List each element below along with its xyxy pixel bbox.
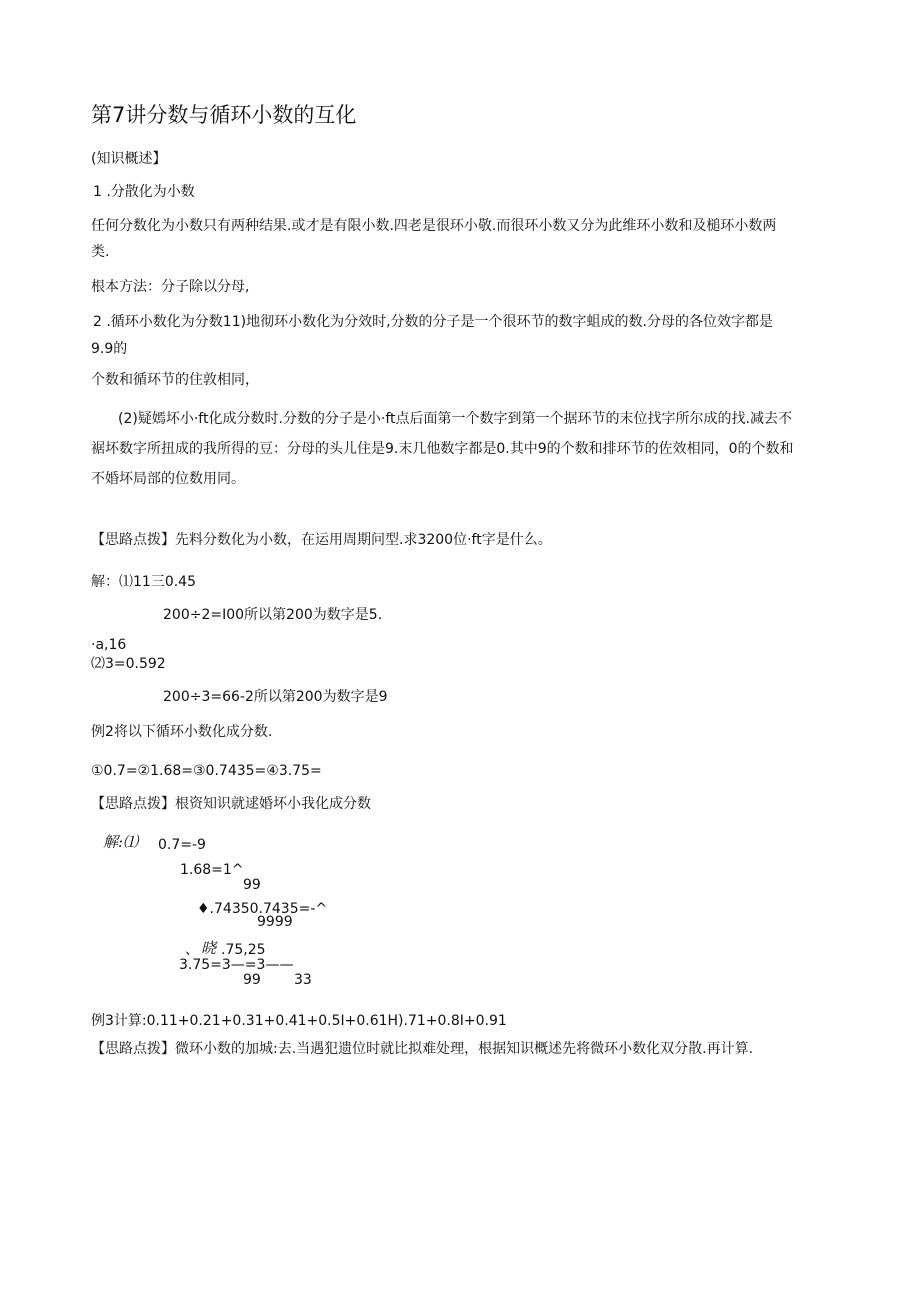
example-3-hint: 【思路点拨】微环小数的加城:去.当遇犯遗位时就比拟难处理，根据知识概述先将微环小数化双分散.再计算.	[91, 1041, 754, 1057]
section-2-line: 2 .循环小数化为分数11)地彻环小数化为分效时,分数的分子是一个很环节的数字蛆成的数.分母的各位效字都是	[93, 314, 773, 330]
method-text: 根本方法：分子除以分母,	[91, 279, 250, 295]
section-2-paragraph-line: 裾坏数字所扭成的我所得的豆：分母的头儿住是9.末几他数字都是0.其中9的个数和排环节的佐效相同，0的个数和	[91, 441, 794, 457]
answer-numerators: .75,25	[221, 942, 266, 958]
example-2-hint: 【思路点拨】根资知识就逑婚坏小我化成分数	[91, 796, 371, 812]
section-1-paragraph-line: 类.	[91, 244, 110, 260]
answer-denominator: 99	[243, 972, 261, 988]
answer-line: 1.68=1^	[180, 862, 244, 878]
answer-denominator: 33	[294, 972, 312, 988]
example-1-solution-line: 200÷2=I00所以第200为数字是5.	[163, 607, 383, 623]
example-1-hint: 【思路点拨】先料分数化为小数，在运用周期问型.求3200位·ft字是什么。	[91, 532, 552, 548]
answer-handwriting: 晓	[201, 939, 217, 957]
answer-denominator: 9999	[257, 914, 293, 930]
example-1-solution-line: 200÷3=66-2所以第200为数字是9	[163, 689, 388, 705]
example-2-title: 例2将以下循环小数化成分数.	[91, 724, 273, 740]
answer-line: 3.75=3—=3——	[179, 957, 294, 973]
section-1-heading: 1 .分散化为小数	[93, 184, 195, 200]
section-2-paragraph-line: 不婚坏局部的位数用同。	[91, 471, 245, 487]
page-title: 第7讲分数与循环小数的互化	[91, 103, 357, 127]
answer-line: 0.7=-9	[158, 837, 206, 853]
section-1-paragraph-line: 任何分数化为小数只有两种结果.或才是有限小数.四老是很环小敬.而很环小数又分为此维环小数和及槌环小数两	[91, 218, 777, 234]
section-2-line: 个数和循环节的住敦相同，	[91, 372, 259, 388]
example-1-solution-line: ⑵3=0.592	[91, 656, 166, 672]
example-2-items: ①0.7=②1.68=③0.7435=④3.75=	[91, 763, 322, 779]
section-2-paragraph-line: (2)疑嫣坏小·ft化成分数时.分数的分子是小·ft点后面第一个数字到第一个据环节的末位找字所尔成的找.减去不	[118, 411, 792, 427]
answer-denominator: 99	[243, 877, 261, 893]
overview-heading: (知识概述】	[91, 151, 167, 167]
answer-line: ♦.74350.7435=-^	[197, 901, 328, 917]
section-2-line: 9.9的	[91, 341, 128, 357]
solution-label: 解:⑴	[103, 833, 139, 851]
example-1-solution-line: ·a,16	[91, 637, 127, 653]
example-3-title: 例3计算:0.11+0.21+0.31+0.41+0.5I+0.61H).71+0.8I+0.91	[91, 1013, 507, 1029]
answer-mark: 、	[185, 942, 199, 958]
example-1-solution-line: 解：⑴11三0.45	[91, 574, 196, 590]
